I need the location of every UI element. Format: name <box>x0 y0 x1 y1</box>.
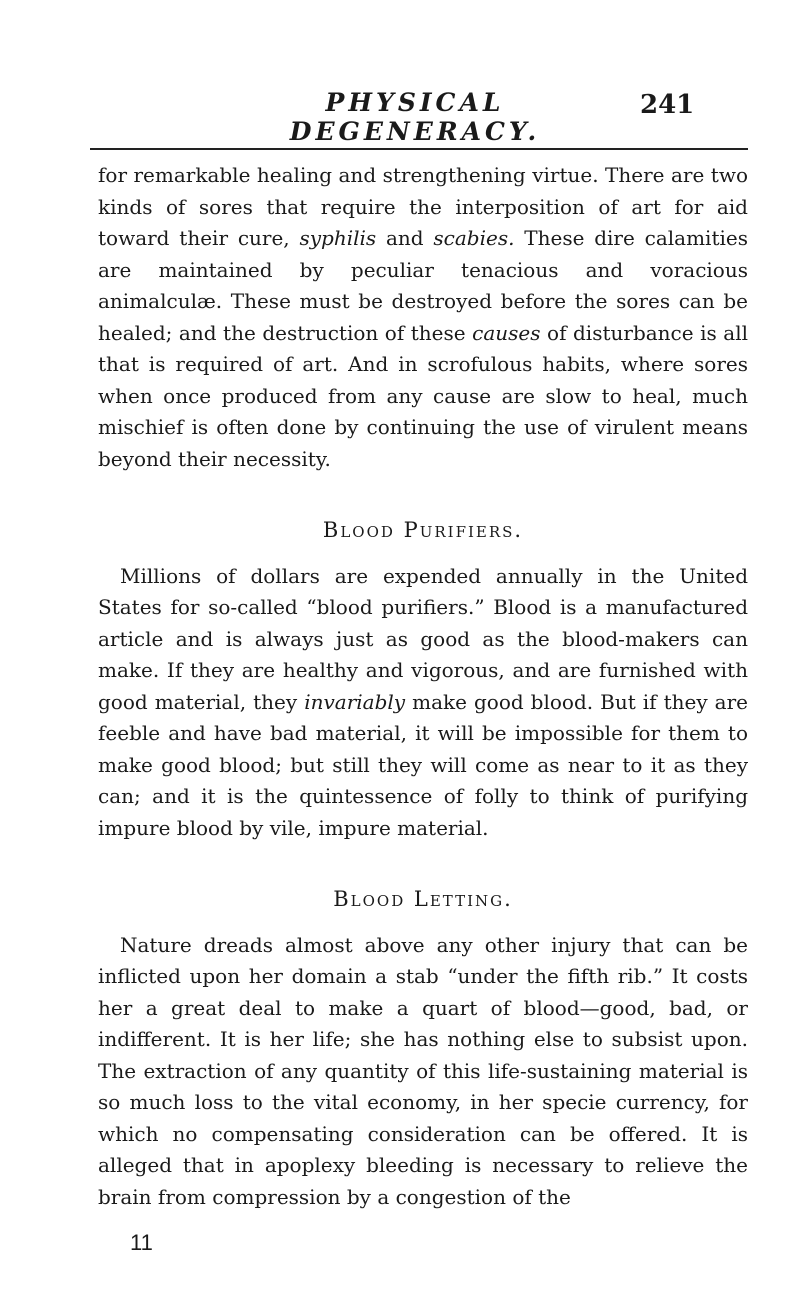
emphasis: causes <box>472 320 541 345</box>
paragraph-blood-purifiers <box>98 561 748 845</box>
body-text <box>98 160 748 1213</box>
emphasis: invariably <box>304 689 406 714</box>
emphasis: scabies. <box>433 226 515 250</box>
paragraph-blood-letting: Nature dreads almost above any other injury that can be inflicted upon her domain a stab “under the fifth rib.” It costs her a great deal to make a quart of blood—good, bad, or indifferent. It is her life; she has nothing else to subsist upon. The extraction of any quantity of this life-sustaining material is so much loss to the vital economy, in her specie currency, for which no compensating consideration can be offered. It is alleged that in apoplexy bleeding is necessary to relieve the brain from compression by a congestion of the <box>98 932 748 1209</box>
header-rule <box>90 148 748 150</box>
text-run: and <box>376 226 434 250</box>
paragraph-continuation <box>98 160 748 475</box>
section-heading-blood-letting: Blood Letting. <box>333 887 513 911</box>
emphasis: syphilis <box>299 226 377 250</box>
running-head: PHYSICAL DEGENERACY. <box>289 88 541 146</box>
page-number: 241 <box>640 90 695 120</box>
text-run: for remarkable healing and strengthening virtue. There are two kinds of sores that require the interposition of art for aid toward their cure, <box>98 163 748 250</box>
signature-mark: 11 <box>130 1230 153 1255</box>
text-run: These dire calamities are maintained by peculiar tenacious and voracious animalculæ. These must be destroyed before the sores can be healed; and the destruction of these <box>98 226 748 345</box>
text-run: make good blood. But if they are feeble and have bad material, it will be impossible for them to make good blood; but still they will come as near to it as they can; and it is the quintessence of folly to think of purifying impure blood by vile, impure material. <box>98 689 748 840</box>
text-run: of disturbance is all that is required of art. And in scrofulous habits, where sores when once produced from any cause are slow to heal, much mischief is often done by continuing the use of virulent means beyond their necessity. <box>98 320 749 471</box>
text-run: Millions of dollars are expended annually in the United States for so-called “blood purifiers.” Blood is a manufactured article and is always just as good as the blood-makers can make. If they are healthy and vigorous, and are furnished with good material, they <box>98 563 748 714</box>
section-heading-blood-purifiers: Blood Purifiers. <box>322 518 524 542</box>
